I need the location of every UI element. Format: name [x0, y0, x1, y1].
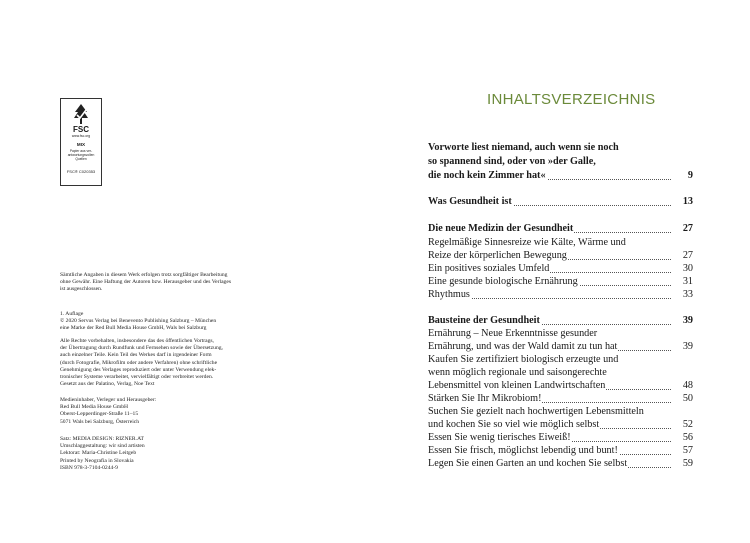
toc-page-number: 56	[682, 432, 693, 443]
toc-page-number: 30	[682, 263, 693, 274]
toc-entry[interactable]	[428, 169, 693, 183]
toc-entry-title: Ernährung, und was der Wald damit zu tun hat	[428, 341, 618, 352]
toc-entry[interactable]	[428, 288, 693, 302]
fsc-mix: MIX	[76, 142, 86, 147]
toc-entry[interactable]	[428, 418, 693, 432]
toc-entry-title: Essen Sie frisch, möglichst lebendig und bunt!	[428, 445, 618, 456]
toc-page-number: 27	[682, 223, 693, 234]
credits-text: Satz: MEDIA DESIGN: RIZNER.AT Umschlaggestaltung: wir sind artisten Lektorat: Maria-Christine Leitgeb Printed by Neografia in Slovakia ISBN 978-3-7104-0244-9	[60, 436, 145, 471]
toc-entry-title: und kochen Sie so viel wie möglich selbst	[428, 419, 600, 430]
toc-entry[interactable]	[428, 379, 693, 393]
toc-entry[interactable]	[428, 431, 693, 445]
toc-page-number: 50	[682, 393, 693, 404]
toc-entry-title: Stärken Sie Ihr Mikrobiom!	[428, 393, 542, 404]
toc-entry-title: Was Gesundheit ist	[428, 196, 512, 207]
toc-page-number: 48	[682, 380, 693, 391]
toc-entry[interactable]	[428, 444, 693, 458]
tree-check-icon	[70, 103, 92, 125]
toc-entry-title: Essen Sie wenig tierisches Eiweiß!	[428, 432, 571, 443]
toc-entry[interactable]	[428, 314, 693, 328]
edition-text: 1. Auflage © 2020 Servus Verlag bei Benevento Publishing Salzburg – München eine Marke der Red Bull Media House GmbH, Wals bei Salzburg	[60, 311, 217, 332]
toc-entry[interactable]	[428, 340, 693, 354]
toc-page-number: 39	[682, 341, 693, 352]
toc-page-number: 9	[687, 170, 693, 181]
toc-page-number: 33	[682, 289, 693, 300]
fsc-url: www.fsc.org	[71, 134, 91, 138]
toc-entry-title: Legen Sie einen Garten an und kochen Sie selbst	[428, 458, 628, 469]
toc-entry[interactable]	[428, 275, 693, 289]
fsc-brand: FSC	[73, 125, 89, 134]
toc-entry-title: Lebensmittel von kleinen Landwirtschaften	[428, 380, 606, 391]
rights-text: Alle Rechte vorbehalten, insbesondere das des öffentlichen Vortrags, der Übertragung durch Rundfunk und Fernsehen sowie der Übersetzung, auch einzelner Teile. Kein Teil des Werkes darf in irgendeiner Form (durch Fotografie, Mikrofilm oder andere Verfahren) ohne schriftliche Genehmigung des Verlages reproduziert oder unter Verwendung elek- tronischer Systeme verarbeitet, vervielfältigt oder verbreitet werden. Gesetzt aus der Palatino, Verlag, Noe Text	[60, 338, 223, 388]
toc-page-number: 13	[682, 196, 693, 207]
toc-entry[interactable]	[428, 222, 693, 236]
fsc-claim: Papier aus ver- antwortungsvollen Quellen	[67, 149, 95, 161]
toc-entry[interactable]	[428, 457, 693, 471]
toc-page-number: 57	[682, 445, 693, 456]
toc-page-number: 59	[682, 458, 693, 469]
toc-entry-title: Eine gesunde biologische Ernährung	[428, 276, 578, 287]
toc-entry[interactable]	[428, 249, 693, 263]
toc-page-number: 39	[682, 315, 693, 326]
toc-page-number: 52	[682, 419, 693, 430]
toc-page-number: 27	[682, 250, 693, 261]
toc-entry-title: Bausteine der Gesundheit	[428, 315, 540, 326]
toc-entry: so spannend sind, oder von »der Galle,	[428, 156, 596, 167]
toc-entry[interactable]	[428, 392, 693, 406]
toc-entry: Ernährung – Neue Erkenntnisse gesunder	[428, 328, 598, 339]
toc-entry[interactable]	[428, 195, 693, 209]
fsc-license: FSC® C020353	[66, 169, 96, 174]
toc-entry[interactable]	[428, 262, 693, 276]
toc-entry: Regelmäßige Sinnesreize wie Kälte, Wärme und	[428, 237, 626, 248]
toc-entry-title: Die neue Medizin der Gesundheit	[428, 223, 574, 234]
toc-page-number: 31	[682, 276, 693, 287]
toc-heading: INHALTSVERZEICHNIS	[487, 91, 656, 108]
toc-entry: Vorworte liest niemand, auch wenn sie noch	[428, 142, 619, 153]
disclaimer-text: Sämtliche Angaben in diesem Werk erfolgen trotz sorgfältiger Bearbeitung ohne Gewähr. Eine Haftung der Autoren bzw. Herausgeber und des Verlages ist ausgeschlossen.	[60, 272, 232, 293]
toc-entry-title: Rhythmus	[428, 289, 470, 300]
toc-entry: Suchen Sie gezielt nach hochwertigen Lebensmitteln	[428, 406, 644, 417]
toc-entry-title: Ein positives soziales Umfeld	[428, 263, 550, 274]
toc-entry-title: Reize der körperlichen Bewegung	[428, 250, 567, 261]
toc-entry-title: die noch kein Zimmer hat«	[428, 170, 546, 181]
fsc-logo	[60, 98, 102, 186]
toc-entry: wenn möglich regionale und saisongerechte	[428, 367, 607, 378]
toc-entry: Kaufen Sie zertifiziert biologisch erzeugte und	[428, 354, 619, 365]
publisher-text: Medieninhaber, Verleger und Herausgeber: Red Bull Media House GmbH Oberst-Lepperdinger-Straße 11–15 5071 Wals bei Salzburg, Österreich	[60, 397, 157, 425]
